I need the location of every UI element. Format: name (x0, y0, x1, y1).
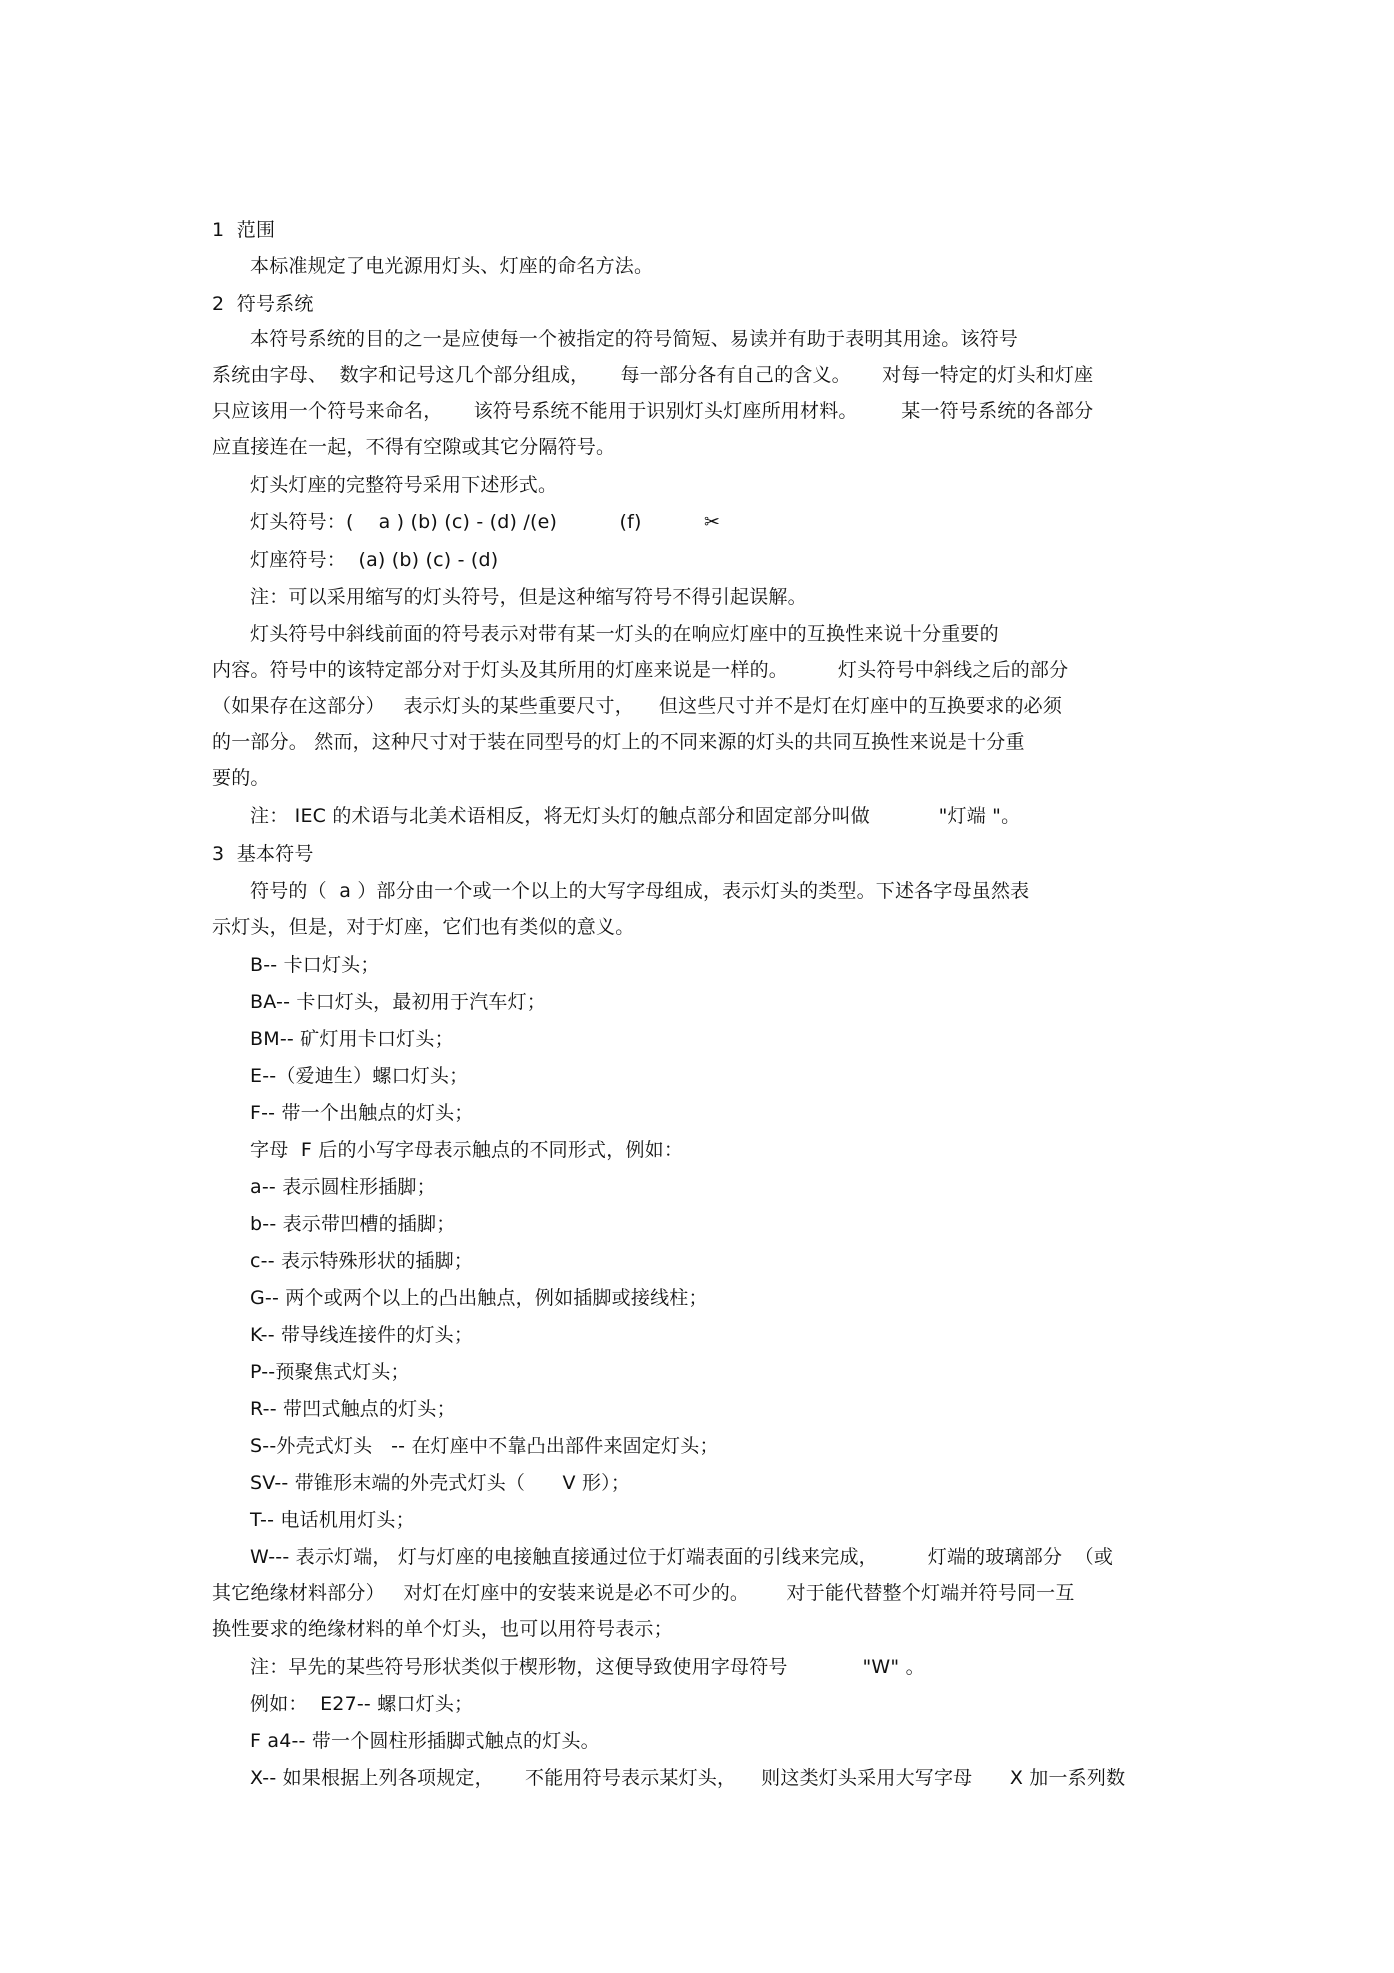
list-item: R-- 带凹式触点的灯头； (250, 1398, 456, 1420)
paragraph-line: 本符号系统的目的之一是应使每一个被指定的符号简短、易读并有助于表明其用途。该符号 (250, 328, 1019, 350)
example-line: F a4-- 带一个圆柱形插脚式触点的灯头。 (250, 1730, 600, 1752)
list-item: 字母 F 后的小写字母表示触点的不同形式，例如： (250, 1139, 684, 1161)
note-line: 注：可以采用缩写的灯头符号，但是这种缩写符号不得引起误解。 (250, 586, 807, 608)
list-item: E--（爱迪生）螺口灯头； (250, 1065, 469, 1087)
list-item: a-- 表示圆柱形插脚； (250, 1176, 436, 1198)
paragraph-line: 示灯头，但是，对于灯座，它们也有类似的意义。 (212, 916, 635, 938)
paragraph-line: 应直接连在一起，不得有空隙或其它分隔符号。 (212, 436, 616, 458)
paragraph-line: 要的。 (212, 767, 270, 789)
section-1-body: 本标准规定了电光源用灯头、灯座的命名方法。 (250, 255, 654, 277)
list-item: b-- 表示带凹槽的插脚； (250, 1213, 456, 1235)
list-item: P--预聚焦式灯头； (250, 1361, 410, 1383)
section-2-heading: 2 符号系统 (212, 293, 314, 315)
paragraph-line: 灯头符号中斜线前面的符号表示对带有某一灯头的在响应灯座中的互换性来说十分重要的 (250, 623, 999, 645)
list-item: SV-- 带锥形末端的外壳式灯头（ V 形）； (250, 1472, 631, 1494)
paragraph-line: （如果存在这部分） 表示灯头的某些重要尺寸， 但这些尺寸并不是灯在灯座中的互换要求的必须 (212, 695, 1063, 717)
note-line: 注： IEC 的术语与北美术语相反，将无灯头灯的触点部分和固定部分叫做 "灯端 "。 (250, 805, 1021, 827)
list-item: c-- 表示特殊形状的插脚； (250, 1250, 473, 1272)
section-3-heading: 3 基本符号 (212, 843, 314, 865)
note-line: 注：早先的某些符号形状类似于楔形物，这便导致使用字母符号 "W" 。 (250, 1656, 925, 1678)
paragraph-line: 换性要求的绝缘材料的单个灯头，也可以用符号表示； (212, 1618, 673, 1640)
paragraph-line: 只应该用一个符号来命名， 该符号系统不能用于识别灯头灯座所用材料。 某一符号系统的各部分 (212, 400, 1094, 422)
list-item: F-- 带一个出触点的灯头； (250, 1102, 474, 1124)
paragraph-line: 内容。符号中的该特定部分对于灯头及其所用的灯座来说是一样的。 灯头符号中斜线之后的部分 (212, 659, 1069, 681)
list-item: BA-- 卡口灯头，最初用于汽车灯； (250, 991, 546, 1013)
holder-symbol-format: 灯座符号： (a) (b) (c) - (d) (250, 549, 499, 571)
cap-symbol-format: 灯头符号：( a ) (b) (c) - (d) /(e) (f) ✂ (250, 511, 721, 533)
paragraph-line: 灯头灯座的完整符号采用下述形式。 (250, 474, 558, 496)
list-item: G-- 两个或两个以上的凸出触点，例如插脚或接线柱； (250, 1287, 708, 1309)
list-item: BM-- 矿灯用卡口灯头； (250, 1028, 454, 1050)
paragraph-line: 其它绝缘材料部分） 对灯在灯座中的安装来说是必不可少的。 对于能代替整个灯端并符号同一互 (212, 1582, 1075, 1604)
paragraph-line: 的一部分。 然而，这种尺寸对于装在同型号的灯上的不同来源的灯头的共同互换性来说是十分重 (212, 731, 1025, 753)
paragraph-line: W--- 表示灯端， 灯与灯座的电接触直接通过位于灯端表面的引线来完成， 灯端的玻璃部分 （或 (250, 1546, 1114, 1568)
paragraph-line: 符号的（ a ）部分由一个或一个以上的大写字母组成，表示灯头的类型。下述各字母虽然表 (250, 880, 1030, 902)
list-item: K-- 带导线连接件的灯头； (250, 1324, 474, 1346)
paragraph-line: 系统由字母、 数字和记号这几个部分组成， 每一部分各有自己的含义。 对每一特定的灯头和灯座 (212, 364, 1094, 386)
example-line: 例如： E27-- 螺口灯头； (250, 1693, 474, 1715)
section-1-heading: 1 范围 (212, 219, 276, 241)
list-item: S--外壳式灯头 -- 在灯座中不靠凸出部件来固定灯头； (250, 1435, 719, 1457)
list-item: T-- 电话机用灯头； (250, 1509, 415, 1531)
list-item: B-- 卡口灯头； (250, 954, 380, 976)
paragraph-line: X-- 如果根据上列各项规定， 不能用符号表示某灯头， 则这类灯头采用大写字母 X 加一系列数 (250, 1767, 1126, 1789)
